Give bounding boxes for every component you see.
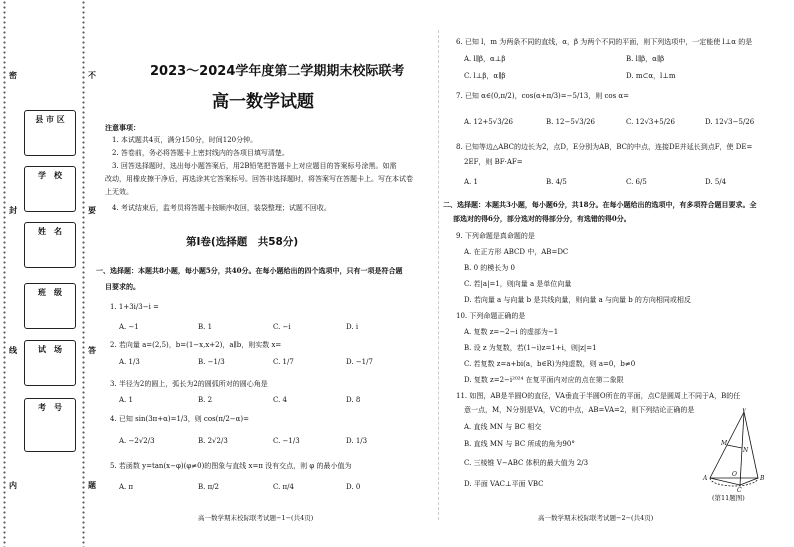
edge-vb: [744, 412, 758, 478]
option: B. 2√2/3: [198, 437, 228, 445]
field-label: 学 校: [38, 171, 62, 180]
question-stem: 4. 已知 sin(3π+α)=1/3，则 cos(π/2−α)=: [110, 415, 249, 423]
option: A. l∥β，α⊥β: [464, 55, 506, 63]
field-id-box[interactable]: [24, 398, 76, 452]
notice-line: 上无效。: [105, 188, 133, 196]
option: A. 直线 MN 与 BC 相交: [464, 423, 542, 431]
question-stem-cont: 2EF，则 BF·AF=: [464, 158, 523, 166]
option: D. 8: [346, 396, 361, 404]
option: C. 1/7: [273, 358, 294, 366]
question-stem: 11. 如图，AB是半圆O的直径，VA垂直于半圆O所在的平面，点C是圆周上不同于A，B的任: [456, 392, 741, 400]
part-title: 第Ⅰ卷(选择题 共58分): [186, 236, 299, 248]
option: C. l⊥β，α∥β: [464, 72, 506, 80]
option: A. −1: [119, 323, 139, 331]
option: D. 0: [346, 483, 361, 491]
notice-line: 2. 答卷前，务必将答题卡上密封线内的各项目填写清楚。: [112, 149, 289, 157]
option: B. 0 的模长为 0: [464, 264, 515, 272]
question-stem-cont: 意一点，M，N分别是VA，VC的中点，AB=VA=2，则下列结论正确的是: [464, 406, 695, 414]
option: B. 设 z 为复数，若(1−i)z=1+i，则|z|=1: [464, 344, 597, 352]
field-county-box[interactable]: [24, 110, 76, 156]
question-stem: 10. 下列命题正确的是: [456, 312, 526, 320]
field-label: 姓 名: [38, 227, 62, 236]
exam-header: 2023～2024学年度第二学期期末校际联考: [150, 64, 405, 79]
label-b: B: [760, 475, 765, 482]
label-o: O: [732, 471, 737, 478]
option: B. 4/5: [546, 178, 567, 186]
field-room-box[interactable]: [24, 340, 76, 386]
option: A. 在正方形 ABCD 中，AB=DC: [464, 248, 569, 256]
section-instruction: 二、选择题：本题共3小题，每小题6分，共18分。在每小题给出的选项中，有多项符合题目要求。全: [443, 200, 757, 209]
perforation-line-right: [82, 0, 85, 547]
option: C. 三棱锥 V−ABC 体积的最大值为 2/3: [464, 459, 589, 467]
option: A. 1: [119, 396, 133, 404]
option: B. l∥β，α∥β: [626, 55, 665, 63]
field-label: 班 级: [38, 288, 62, 297]
label-n: N: [743, 447, 749, 454]
question-stem: 2. 若向量 a=(2,5)，b=(1−x,x+2)，a∥b，则实数 x=: [110, 341, 282, 349]
field-label: 考 号: [38, 403, 62, 412]
notice-line: 改动，用橡皮擦干净后，再选涂其它答案标号。回答非选择题时，将答案写在答题卡上。写在本试卷: [105, 175, 413, 183]
seal-char: 封: [9, 206, 17, 215]
seal-char: 内: [9, 481, 17, 490]
option: D. i: [346, 323, 359, 331]
option: C. −1/3: [273, 437, 300, 445]
question-stem: 8. 已知等边△ABC的边长为2，点D，E分别为AB，BC的中点，连接DE并延长到点F，使 DE=: [456, 143, 753, 151]
edge-ac: [710, 478, 740, 485]
question-stem: 5. 若函数 y=tan(x−φ)(φ≠0)的图象与直线 x=π 没有交点，则 φ 的最小值为: [110, 462, 352, 470]
field-school-box[interactable]: [24, 166, 76, 212]
section-instruction: 部选对的得6分，部分选对的得部分分，有选错的得0分。: [453, 214, 631, 223]
section-instruction: 目要求的。: [105, 282, 140, 291]
page-title: 高一数学试题: [212, 92, 314, 112]
notice-line: 4. 考试结束后，监考员将答题卡按顺序收回，装袋整理；试题不回收。: [112, 204, 331, 212]
option: B. 直线 MN 与 BC 所成的角为90°: [464, 440, 575, 448]
option: D. −1/7: [346, 358, 373, 366]
label-a: A: [703, 475, 708, 482]
option: D. 平面 VAC⊥平面 VBC: [464, 480, 544, 488]
notice-line: 3. 回答选择题时，选出每小题答案后，用2B铅笔把答题卡上对应题目的答案标号涂黑。如需: [112, 162, 397, 170]
seal-char: 不: [88, 71, 96, 80]
seal-char: 题: [88, 481, 96, 490]
seal-char: 线: [9, 346, 17, 355]
option: B. −1/3: [198, 358, 225, 366]
seal-char: 密: [9, 71, 17, 80]
option: C. 6/5: [626, 178, 647, 186]
figure-caption: (第11题图): [712, 494, 745, 502]
semicircle: [710, 478, 758, 486]
label-m: M: [721, 440, 728, 447]
option: C. −i: [273, 323, 291, 331]
question-stem: 9. 下列命题是真命题的是: [456, 232, 535, 240]
seal-char: 答: [88, 346, 96, 355]
option: D. m⊂α，l⊥m: [626, 72, 676, 80]
option: C. π/4: [273, 483, 294, 491]
option: A. π: [119, 483, 134, 491]
option: A. 1/3: [119, 358, 140, 366]
option: A. 复数 z=−2−i 的虚部为−1: [464, 328, 559, 336]
option: A. 12+5√3/26: [464, 118, 513, 126]
label-v: V: [742, 408, 747, 414]
option: D. 若向量 a 与向量 b 是共线向量，则向量 a 与向量 b 的方向相同或相反: [464, 296, 691, 304]
option: B. 12−5√3/26: [546, 118, 595, 126]
geometry-figure: [700, 408, 766, 492]
field-label: 县 市 区: [35, 115, 65, 124]
option: A. −2√2/3: [119, 437, 155, 445]
option: D. 复数 z=2−i²⁰²⁴ 在复平面内对应的点在第二象限: [464, 376, 624, 384]
perforation-line-left: [3, 0, 6, 547]
section-instruction: 一、选择题：本题共8小题，每小题5分，共40分。在每小题给出的四个选项中，只有一项是符合题: [96, 266, 403, 275]
question-stem: 7. 已知 α∈(0,π/2)，cos(α+π/3)=−5/13，则 cos α=: [456, 92, 630, 100]
question-stem: 3. 半径为2的圆上，弧长为2的圆弧所对的圆心角是: [110, 380, 268, 388]
seal-char: 要: [88, 206, 96, 215]
question-stem: 1. 1+3i/3−i =: [110, 303, 159, 311]
question-stem: 6. 已知 l，m 为两条不同的直线，α，β 为两个不同的平面，则下列选项中，一定能使 l⊥α 的是: [456, 38, 753, 46]
option: C. 若|a|=1，则向量 a 是单位向量: [464, 280, 572, 288]
page-divider: [438, 30, 439, 520]
option: A. 1: [464, 178, 478, 186]
field-class-box[interactable]: [24, 283, 76, 329]
page-footer: 高一数学期末校际联考试题−2−(共4页): [538, 514, 654, 522]
notice-title: 注意事项：: [105, 123, 140, 132]
option: D. 12√3−5/26: [705, 118, 755, 126]
option: B. π/2: [198, 483, 220, 491]
notice-line: 1. 本试题共4页，满分150分，时间120分钟。: [112, 136, 258, 144]
field-label: 试 场: [38, 345, 62, 354]
segment-mn: [727, 445, 742, 448]
option: C. 12√3+5/26: [626, 118, 675, 126]
edge-bc: [740, 478, 758, 485]
option: C. 若复数 z=a+bi(a，b∈R)为纯虚数，则 a=0，b≠0: [464, 360, 636, 368]
field-name-box[interactable]: [24, 222, 76, 268]
option: D. 5/4: [705, 178, 727, 186]
label-c: C: [737, 487, 742, 492]
option: D. 1/3: [346, 437, 368, 445]
option: C. 4: [273, 396, 288, 404]
option: B. 2: [198, 396, 213, 404]
option: B. 1: [198, 323, 213, 331]
page-footer: 高一数学期末校际联考试题−1−(共4页): [198, 514, 314, 522]
